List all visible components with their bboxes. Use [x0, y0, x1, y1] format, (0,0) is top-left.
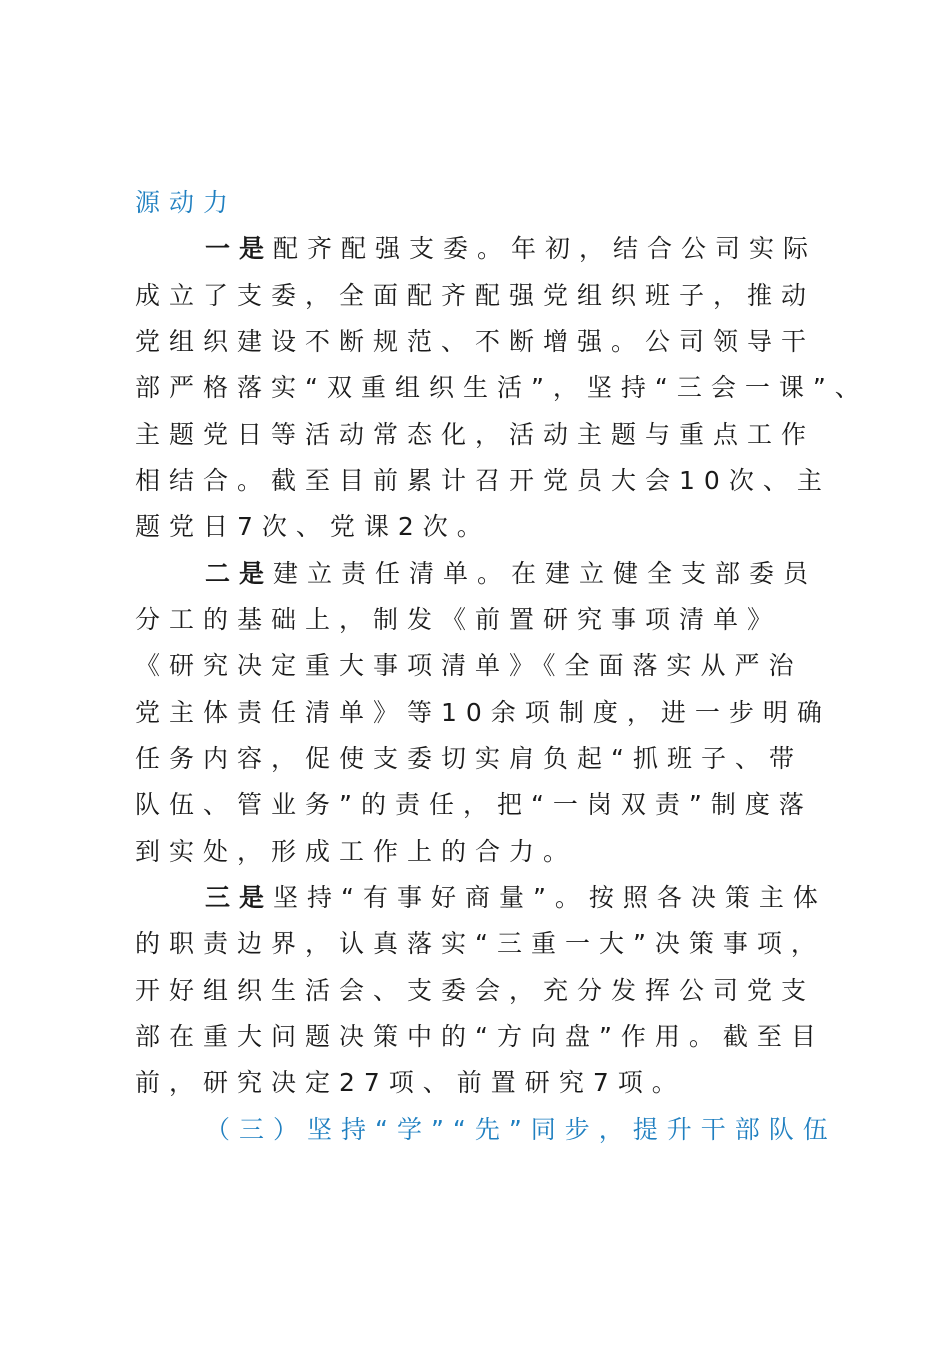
- paragraph-2-line-2: 分工的基础上，制发《前置研究事项清单》: [135, 605, 782, 634]
- paragraph-3-lead: 三是: [205, 883, 274, 912]
- paragraph-1-line-2: 成立了支委，全面配齐配强党组织班子，推动: [135, 281, 816, 310]
- section-heading-3: （三）坚持“学”“先”同步，提升干部队伍: [205, 1115, 837, 1144]
- paragraph-3-first-line: [205, 878, 895, 918]
- paragraph-1-line-7: 题党日7次、党课2次。: [135, 512, 491, 541]
- paragraph-1-line-5: 主题党日等活动常态化，活动主题与重点工作: [135, 420, 816, 449]
- paragraph-1-lead: 一是: [205, 234, 274, 263]
- paragraph-2-first-line: [205, 554, 895, 594]
- paragraph-2-line-7: 到实处，形成工作上的合力。: [135, 837, 578, 866]
- paragraph-2-line-3: 《研究决定重大事项清单》《全面落实从严治: [135, 651, 803, 680]
- paragraph-3-line-2: 的职责边界，认真落实“三重一大”决策事项，: [135, 929, 825, 958]
- paragraph-2-line-6: 队伍、管业务”的责任，把“一岗双责”制度落: [135, 790, 813, 819]
- paragraph-1-line-4: 部严格落实“双重组织生活”，坚持“三会一课”、: [135, 373, 869, 402]
- paragraph-3-line-1-text: 坚持“有事好商量”。按照各决策主体: [273, 883, 827, 912]
- paragraph-1-first-line: [205, 229, 895, 269]
- paragraph-2-line-5: 任务内容，促使支委切实肩负起“抓班子、带: [135, 744, 803, 773]
- paragraph-2-line-1-text: 建立责任清单。在建立健全支部委员: [273, 559, 818, 588]
- paragraph-2-lead: 二是: [205, 559, 274, 588]
- paragraph-3-line-5: 前，研究决定27项、前置研究7项。: [135, 1068, 686, 1097]
- paragraph-3-line-4: 部在重大问题决策中的“方向盘”作用。截至目: [135, 1022, 825, 1051]
- paragraph-2-line-4: 党主体责任清单》等10余项制度，进一步明确: [135, 698, 831, 727]
- paragraph-1-line-1-text: 配齐配强支委。年初，结合公司实际: [273, 234, 818, 263]
- paragraph-3-line-3: 开好组织生活会、支委会，充分发挥公司党支: [135, 976, 816, 1005]
- paragraph-1-line-6: 相结合。截至目前累计召开党员大会10次、主: [135, 466, 831, 495]
- paragraph-1-line-3: 党组织建设不断规范、不断增强。公司领导干: [135, 327, 816, 356]
- section-heading-continuation: 源动力: [135, 188, 238, 217]
